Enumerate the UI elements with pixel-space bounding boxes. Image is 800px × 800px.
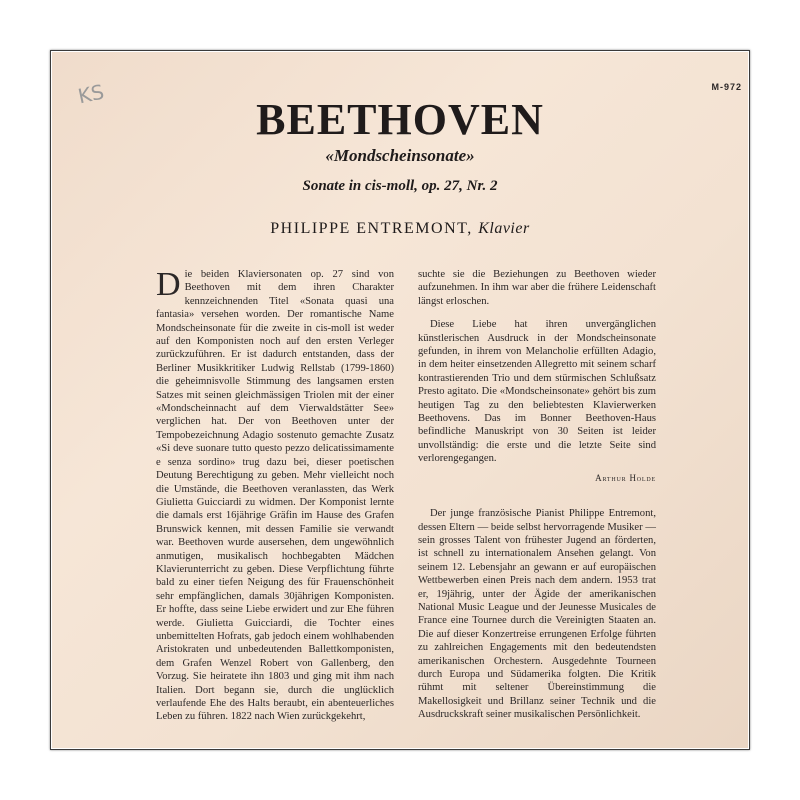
performer-instrument: Klavier [478, 220, 530, 237]
author-signature: Arthur Holde [595, 472, 656, 483]
performer-line [0, 220, 800, 238]
artist-biography: Der junge französische Pianist Philippe Entremont, dessen Eltern — beide selbst hervorragende Musiker — sein grosses Talent von frühester Jugend an förderten, ist schnell zu internationalem Ansehen gelangt. Von seinem 12. Lebensjahr an gewann er auf europäischen Wettbewerben einen Preis nach dem andern. 1953 trat er, 19jährig, unter der Ägide der amerikanischen National Music League und der Jeunesse Musicales de France eine Tournee durch die Vereinigten Staaten an. Die auf dieser Konzertreise errungenen Erfolge führten zu zahlreichen Engagements mit den bedeutendsten amerikanischen Orchestern. Ausgedehnte Tourneen durch Europa und Südamerika folgten. Die Kritik rühmt mit seltener Übereinstimmung die Makellosigkeit und Brillanz seiner Technik und die Ausdruckskraft seiner musikalischen Persönlichkeit. [418, 508, 656, 721]
liner-notes-left-column [156, 268, 394, 724]
liner-notes-right-column [418, 268, 656, 722]
liner-paragraph: suchte sie die Beziehungen zu Beethoven wieder aufzunehmen. In ihm war aber die frühere Leidenschaft längst erloschen. [418, 269, 656, 307]
liner-paragraph: Diese Liebe hat ihren unvergänglichen künstlerischen Ausdruck in der Mondscheinsonate gefunden, in ihrem von Melancholie erfüllten Adagio, in dem heiter einsetzenden Allegretto mit seinem scharf kontrastierenden Trio und dem stürmischen Schlußsatz Presto agitato. Die «Mondscheinsonate» gehört bis zum heutigen Tag zu den beliebtesten Klavierwerken Beethovens. Das im Bonner Beethoven-Haus befindliche Manuskript von 30 Seiten ist leider unvollständig: die erste und die letzte Seite sind verlorengegangen. [418, 319, 656, 465]
handwritten-marginalia: KS [75, 79, 107, 109]
drop-cap: D [156, 266, 181, 303]
work-title: Sonate in cis-moll, op. 27, Nr. 2 [302, 178, 498, 194]
work-nickname: «Mondscheinsonate» [325, 146, 475, 165]
performer-name: PHILIPPE ENTREMONT, [270, 220, 473, 237]
liner-paragraph: ie beiden Klaviersonaten op. 27 sind von Beethoven mit dem ihren Charakter kennzeichnenden Titel «Sonata quasi una fantasia» versehen worden. Der romantische Name Mondscheinsonate für die zweite in cis-moll ist weder auf den Komponisten noch auf den ersten Verleger zurückzuführen. Er ist dadurch entstanden, dass der Berliner Musikkritiker Ludwig Rellstab (1799-1860) die geheimnisvolle Stimmung des langsamen ersten Satzes mit seinen gleichmässigen Triolen mit der einer «Mondscheinnacht auf dem Vierwaldstätter See» verglichen hat. Der von Beethoven unter der Tempobezeichnung Adagio sostenuto gemachte Zusatz «Si deve suonare tutto questo pezzo delicatissimamente e senza sordino» trug dazu bei, dieser poetischen Deutung Berechtigung zu geben. Mehr vielleicht noch die Umstände, die Beethoven veranlassten, das Werk Giulietta Guicciardi zu widmen. Der Komponist lernte die damals erst 16jährige Gräfin im Hause des Grafen Brunswick kennen, mit dessen Familie sie verwandt war. Beethoven wurde ausersehen, dem ungewöhnlich anmutigen, musikalisch hochbegabten Mädchen Klavierunterricht zu geben. Diese Verpflichtung führte bald zu einer tiefen Neigung des für Frauenschönheit sehr empfänglichen, damals 30jährigen Komponisten. Er hoffte, dass seine Liebe erwidert und zur Ehe führen werde. Giulietta Guicciardi, die Tochter eines unbemittelten Hofrats, gab jedoch einem wohlhabenden Aristokraten und unbedeutenden Ballettkomponisten, dem Grafen Wenzel Robert von Gallenberg, den Vorzug. Sie heiratete ihn 1803 und ging mit ihm nach Italien. Dort begann sie, durch die unglücklich verlaufende Ehe des Halts beraubt, ein abenteuerliches Leben zu führen. 1822 nach Wien zurückgekehrt, [156, 269, 394, 723]
composer-title: BEETHOVEN [256, 95, 544, 144]
catalog-number: M-972 [711, 82, 742, 92]
